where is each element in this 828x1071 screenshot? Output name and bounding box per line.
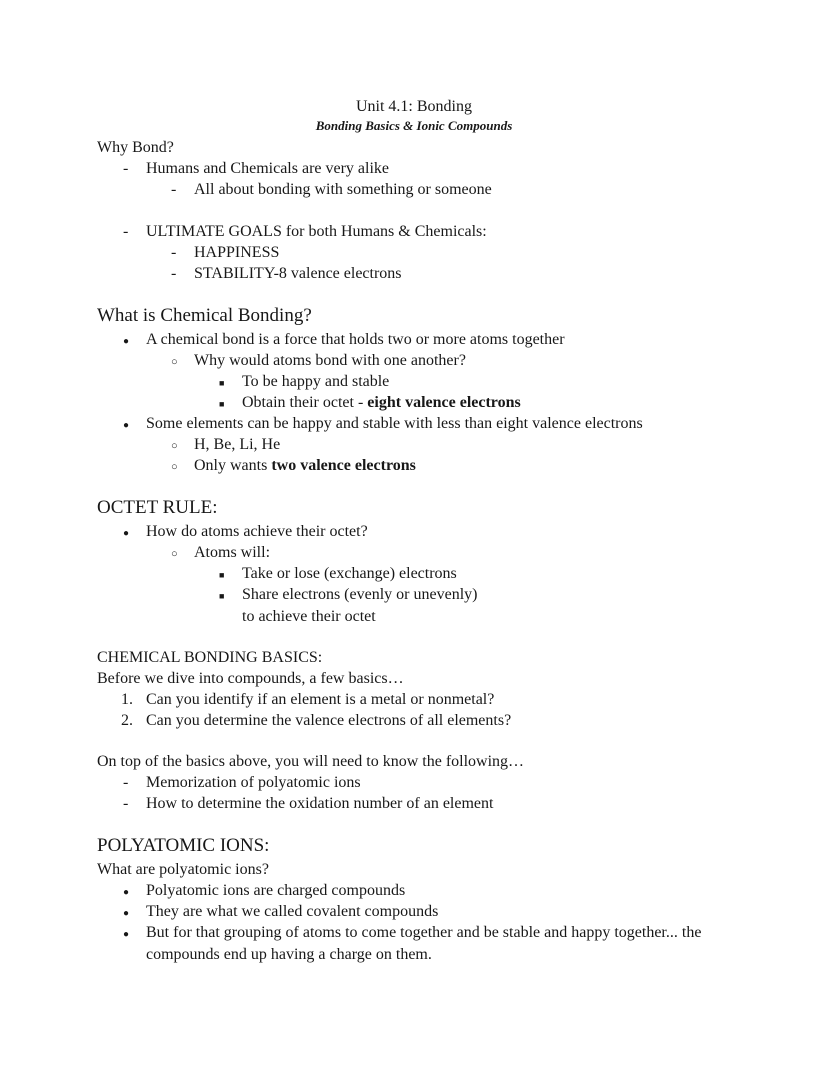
document-title: Unit 4.1: Bonding [355, 98, 472, 115]
list-item-text [242, 392, 731, 413]
list-item [97, 221, 731, 242]
list-item-text: But for that grouping of atoms to come together and be stable and happy together... the compounds end up having a charge on them. [146, 924, 702, 963]
square-marker: ■ [219, 377, 225, 388]
list-item-text: Memorization of polyatomic ions [146, 774, 361, 792]
number-marker: 2. [121, 711, 133, 729]
list-item-text: To be happy and stable [242, 372, 390, 390]
list-item-text: How do atoms achieve their octet? [146, 523, 368, 541]
bullet-marker: ● [123, 908, 130, 920]
list-item-text [194, 455, 731, 476]
document-subtitle: Bonding Basics & Ionic Compounds [315, 118, 513, 134]
list-item [97, 455, 731, 476]
dash-marker: - [171, 264, 177, 282]
list-item-text: ULTIMATE GOALS for both Humans & Chemicals: [146, 222, 487, 240]
square-marker: ■ [219, 591, 225, 602]
list-item-text: A chemical bond is a force that holds two or more atoms together [146, 330, 565, 348]
bullet-marker: ● [123, 335, 130, 347]
list-item [97, 242, 731, 263]
list-item-text: to achieve their octet [242, 607, 376, 625]
circle-marker: ○ [171, 440, 178, 453]
heading-what-is-chemical-bonding: What is Chemical Bonding? [97, 304, 312, 326]
list-item-text: STABILITY-8 valence electrons [194, 264, 402, 282]
list-item-text: Why would atoms bond with one another? [194, 351, 466, 369]
paragraph: What are polyatomic ions? [97, 861, 269, 879]
bullet-marker: ● [123, 528, 130, 540]
heading-why-bond: Why Bond? [97, 139, 174, 157]
list-item-continuation [97, 606, 731, 627]
list-item-text: How to determine the oxidation number of an element [146, 795, 494, 813]
bullet-marker: ● [123, 420, 130, 432]
list-item-text: They are what we called covalent compounds [146, 903, 439, 921]
list-item-text: All about bonding with something or someone [194, 181, 492, 199]
heading-octet-rule: OCTET RULE: [97, 497, 218, 519]
list-item [97, 521, 731, 542]
number-marker: 1. [121, 690, 133, 708]
list-item-text: HAPPINESS [194, 243, 280, 261]
list-item [97, 392, 731, 413]
list-item [97, 772, 731, 793]
heading-polyatomic-ions: POLYATOMIC IONS: [97, 835, 270, 857]
heading-chemical-bonding-basics: CHEMICAL BONDING BASICS: [97, 648, 323, 666]
list-item [97, 350, 731, 371]
numbered-item-text: Can you determine the valence electrons of all elements? [146, 711, 512, 729]
circle-marker: ○ [171, 461, 178, 474]
list-item-text: Polyatomic ions are charged compounds [146, 882, 406, 900]
numbered-item-text: Can you identify if an element is a metal or nonmetal? [146, 690, 495, 708]
square-marker: ■ [219, 398, 225, 409]
list-item-text: Share electrons (evenly or unevenly) [242, 586, 478, 604]
list-item [97, 922, 731, 964]
list-item [97, 413, 731, 434]
list-item [97, 434, 731, 455]
list-item [97, 263, 731, 284]
circle-marker: ○ [171, 355, 178, 368]
list-item [97, 329, 731, 350]
list-item-text: Humans and Chemicals are very alike [146, 160, 390, 178]
list-item [97, 542, 731, 563]
list-item-text: Take or lose (exchange) electrons [242, 565, 457, 583]
list-item [97, 584, 731, 605]
list-item [97, 158, 731, 179]
list-item [97, 880, 731, 901]
square-marker: ■ [219, 570, 225, 581]
dash-marker: - [171, 243, 177, 261]
list-item-text-bold: eight valence electrons [367, 393, 521, 411]
numbered-item [97, 689, 731, 710]
list-item [97, 371, 731, 392]
dash-marker: - [123, 160, 129, 178]
bullet-marker: ● [123, 887, 130, 899]
list-item [97, 793, 731, 814]
bullet-marker: ● [123, 929, 130, 941]
numbered-item [97, 710, 731, 731]
list-item [97, 179, 731, 200]
list-item [97, 563, 731, 584]
dash-marker: - [123, 222, 129, 240]
list-item-text-bold: two valence electrons [271, 457, 416, 475]
dash-marker: - [171, 181, 177, 199]
list-item-text: H, Be, Li, He [194, 436, 281, 454]
list-item-text-plain: Obtain their octet - [242, 393, 368, 411]
paragraph: On top of the basics above, you will need to know the following… [97, 753, 525, 771]
paragraph: Before we dive into compounds, a few basics… [97, 669, 404, 687]
list-item-text: Atoms will: [194, 544, 271, 562]
dash-marker: - [123, 795, 129, 813]
list-item [97, 901, 731, 922]
circle-marker: ○ [171, 548, 178, 561]
dash-marker: - [123, 774, 129, 792]
list-item-text: Some elements can be happy and stable with less than eight valence electrons [146, 415, 643, 433]
list-item-text-plain: Only wants [194, 457, 272, 475]
